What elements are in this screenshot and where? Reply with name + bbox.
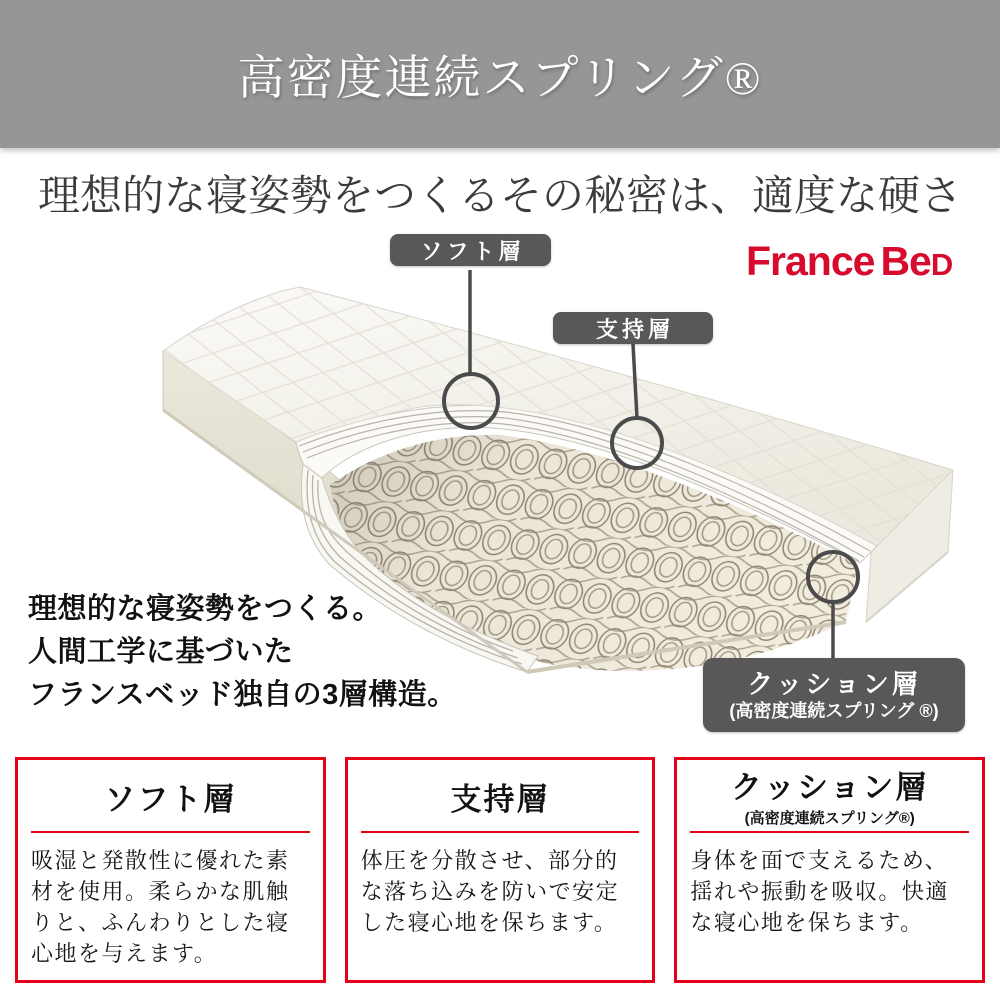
card-title: ソフト層 xyxy=(104,781,237,817)
callout-soft-label: ソフト層 xyxy=(420,238,525,264)
layer-description-cards xyxy=(15,757,985,983)
caption-line-3: フランスベッド独自の3層構造。 xyxy=(28,679,457,711)
card-title: クッション層 xyxy=(730,770,929,806)
caption-line-1: 理想的な寝姿勢をつくる。 xyxy=(28,593,383,625)
callout-soft-layer xyxy=(390,234,551,266)
francebed-logo xyxy=(746,238,953,284)
card-head xyxy=(348,772,653,828)
card-body: 体圧を分散させ、部分的な落ち込みを防いで安定した寝心地を保ちます。 xyxy=(360,848,620,935)
callout-cushion-sublabel: (高密度連続スプリング ®) xyxy=(729,701,939,721)
callout-support-label: 支持層 xyxy=(595,316,674,342)
card-head xyxy=(677,772,982,828)
callout-cushion-layer xyxy=(703,658,965,732)
logo-part-d: D xyxy=(930,247,953,282)
caption-line-2: 人間工学に基づいた xyxy=(28,636,294,668)
logo-part-be: Be xyxy=(880,238,931,284)
card-body: 身体を面で支えるため、揺れや振動を吸収。快適な寝心地を保ちます。 xyxy=(690,848,949,935)
card-body: 吸湿と発散性に優れた素材を使用。柔らかな肌触りと、ふんわりとした寝心地を与えます。 xyxy=(31,848,290,966)
card-cushion-layer xyxy=(674,757,985,983)
card-head xyxy=(18,772,323,828)
callout-support-layer xyxy=(553,312,713,344)
card-subtitle: (高密度連続スプリング®) xyxy=(744,809,915,827)
page-title: 理想的な寝姿勢をつくるその秘密は、適度な硬さ xyxy=(37,174,962,220)
callout-cushion-label: クッション層 xyxy=(747,668,921,699)
card-title: 支持層 xyxy=(450,781,550,817)
banner-title: 高密度連続スプリング® xyxy=(237,52,763,105)
caption-block xyxy=(28,588,508,717)
logo-part-france: France xyxy=(746,238,875,284)
card-support-layer xyxy=(345,757,656,983)
banner xyxy=(0,0,1000,148)
card-soft-layer xyxy=(15,757,326,983)
